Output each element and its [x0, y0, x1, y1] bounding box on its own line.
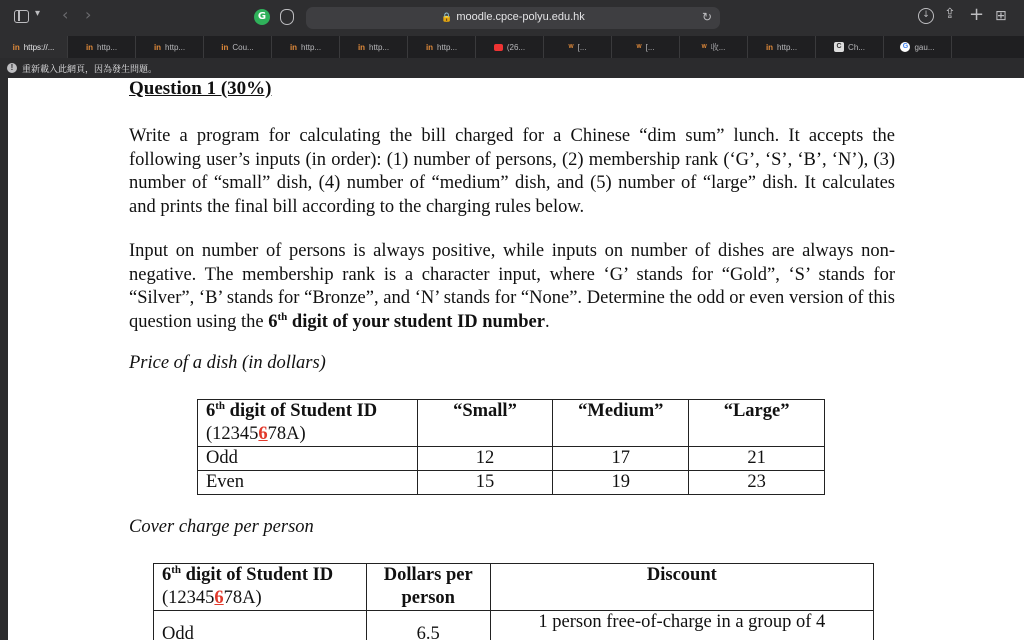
reload-icon[interactable]: ↻ [701, 10, 712, 24]
tab-label: https://... [23, 42, 55, 52]
price-large: 21 [689, 447, 825, 471]
period: . [544, 311, 550, 332]
tab-label: http... [97, 42, 118, 52]
site-favicon-icon: ᵂ [568, 42, 574, 52]
header-medium: “Medium” [553, 400, 689, 447]
tab-1[interactable] [0, 36, 68, 58]
digit-number: 6 [162, 565, 172, 585]
chatgpt-icon: C [834, 42, 844, 52]
tab-label: (26... [506, 42, 526, 52]
table-row [198, 471, 825, 495]
header-discount: Discount [490, 564, 873, 611]
highlighted-digit: 6 [214, 588, 224, 608]
id-prefix: (12345 [162, 588, 215, 608]
tab-label: http... [777, 42, 798, 52]
price-table [197, 399, 825, 495]
digit-number: 6 [268, 311, 278, 332]
tab-label: [... [645, 42, 655, 52]
new-tab-icon[interactable]: + [969, 4, 985, 25]
row-label: Odd [154, 611, 367, 640]
site-favicon-icon: ᵂ [636, 42, 642, 52]
tab-4[interactable] [204, 36, 272, 58]
youtube-icon [494, 44, 503, 51]
reload-notice-bar [0, 58, 1024, 78]
tab-label: 收... [710, 42, 726, 52]
document-page[interactable] [8, 78, 1024, 640]
section-price-heading: Price of a dish (in dollars) [129, 353, 326, 373]
tab-2[interactable] [68, 36, 136, 58]
header-large: “Large” [689, 400, 825, 447]
tab-strip [0, 36, 1024, 58]
tab-6[interactable] [340, 36, 408, 58]
back-arrow-icon[interactable]: ‹ [62, 5, 69, 24]
tab-label: http... [165, 42, 186, 52]
share-icon[interactable]: ⇪ [944, 6, 956, 22]
privacy-shield-icon[interactable] [280, 9, 294, 25]
linkedin-icon: in [153, 42, 162, 52]
price-medium: 17 [553, 447, 689, 471]
grammarly-extension-icon[interactable]: G [254, 9, 270, 25]
linkedin-icon: in [85, 42, 94, 52]
header-student-id [198, 400, 418, 447]
tab-label: Ch... [848, 42, 865, 52]
instruction-text: digit of your student ID number [287, 311, 545, 332]
digit-number: 6 [206, 401, 216, 421]
question-title: Question 1 (30%) [129, 78, 272, 99]
id-suffix: 78A) [223, 588, 262, 608]
linkedin-icon: in [289, 42, 298, 52]
download-icon[interactable]: ↓ [918, 8, 934, 24]
notice-text: 重新載入此網頁，因為發生問題。 [22, 64, 158, 75]
linkedin-icon: in [425, 42, 434, 52]
paragraph-text: Input on number of persons is always positive, while inputs on number of dishes are always non-negative. The membership rank is a character input, where ‘G’ stands for “Gold”, ‘S’ stands for “Silver”, ‘B’ stands for “Bronze”, and ‘N’ stands for “None”. Determine the odd or even version of this question using the [129, 241, 895, 332]
dollars-per-person: 6.5 [366, 611, 490, 640]
sidebar-toggle-icon[interactable] [14, 10, 29, 23]
discount-text: 1 person free-of-charge in a group of 4 [490, 611, 873, 640]
ordinal-suffix: th [171, 563, 182, 576]
site-favicon-icon: ᵂ [701, 42, 707, 52]
price-large: 23 [689, 471, 825, 495]
linkedin-icon: in [12, 42, 20, 52]
question-paragraph-1: Write a program for calculating the bill charged for a Chinese “dim sum” lunch. It accepts the following user’s inputs (in order): (1) number of persons, (2) membership rank (‘G’, ‘S’, ‘B’, ‘N’), (3) number of “small” dish, (4) number of “medium” dish, and (5) number of “large” dish. It calculates and prints the final bill according to the charging rules below. [129, 126, 895, 217]
id-prefix: (12345 [206, 424, 259, 444]
id-suffix: 78A) [267, 424, 306, 444]
tab-label: http... [369, 42, 390, 52]
linkedin-icon: in [357, 42, 366, 52]
linkedin-icon: in [765, 42, 774, 52]
header-dollars-per-person: Dollars per person [366, 564, 490, 611]
cover-charge-table [153, 563, 874, 640]
forward-arrow-icon[interactable]: › [85, 5, 92, 24]
tab-9[interactable] [544, 36, 612, 58]
section-cover-charge-heading: Cover charge per person [129, 517, 314, 537]
info-icon: ! [7, 63, 17, 73]
tab-12[interactable] [748, 36, 816, 58]
url-text: moodle.cpce-polyu.edu.hk [456, 11, 585, 23]
header-small: “Small” [417, 400, 553, 447]
address-bar[interactable] [306, 7, 720, 29]
header-text: digit of Student ID [181, 565, 334, 585]
header-student-id [154, 564, 367, 611]
price-small: 12 [417, 447, 553, 471]
tab-label: http... [437, 42, 458, 52]
tab-10[interactable] [612, 36, 680, 58]
ordinal-suffix: th [277, 310, 288, 323]
tab-label: Cou... [232, 42, 254, 52]
tab-7[interactable] [408, 36, 476, 58]
browser-toolbar [0, 0, 1024, 36]
price-small: 15 [417, 471, 553, 495]
tab-label: http... [301, 42, 322, 52]
question-paragraph-2 [129, 240, 895, 334]
student-id-instruction [268, 312, 545, 332]
linkedin-icon: in [221, 42, 229, 52]
google-icon: G [900, 42, 910, 52]
tab-overview-icon[interactable]: ⊞ [995, 8, 1007, 24]
tab-8[interactable] [476, 36, 544, 58]
chevron-down-icon[interactable]: ▾ [35, 8, 41, 19]
price-medium: 19 [553, 471, 689, 495]
row-label: Even [198, 471, 418, 495]
highlighted-digit: 6 [258, 424, 268, 444]
lock-icon: 🔒 [441, 12, 453, 22]
tab-label: [... [577, 42, 587, 52]
ordinal-suffix: th [215, 399, 226, 412]
header-text: digit of Student ID [225, 401, 378, 421]
tab-11[interactable] [680, 36, 748, 58]
tab-3[interactable] [136, 36, 204, 58]
table-row [154, 611, 874, 640]
tab-13[interactable] [816, 36, 884, 58]
table-row [198, 447, 825, 471]
row-label: Odd [198, 447, 418, 471]
tab-label: gau... [914, 42, 935, 52]
tab-5[interactable] [272, 36, 340, 58]
tab-14[interactable] [884, 36, 952, 58]
